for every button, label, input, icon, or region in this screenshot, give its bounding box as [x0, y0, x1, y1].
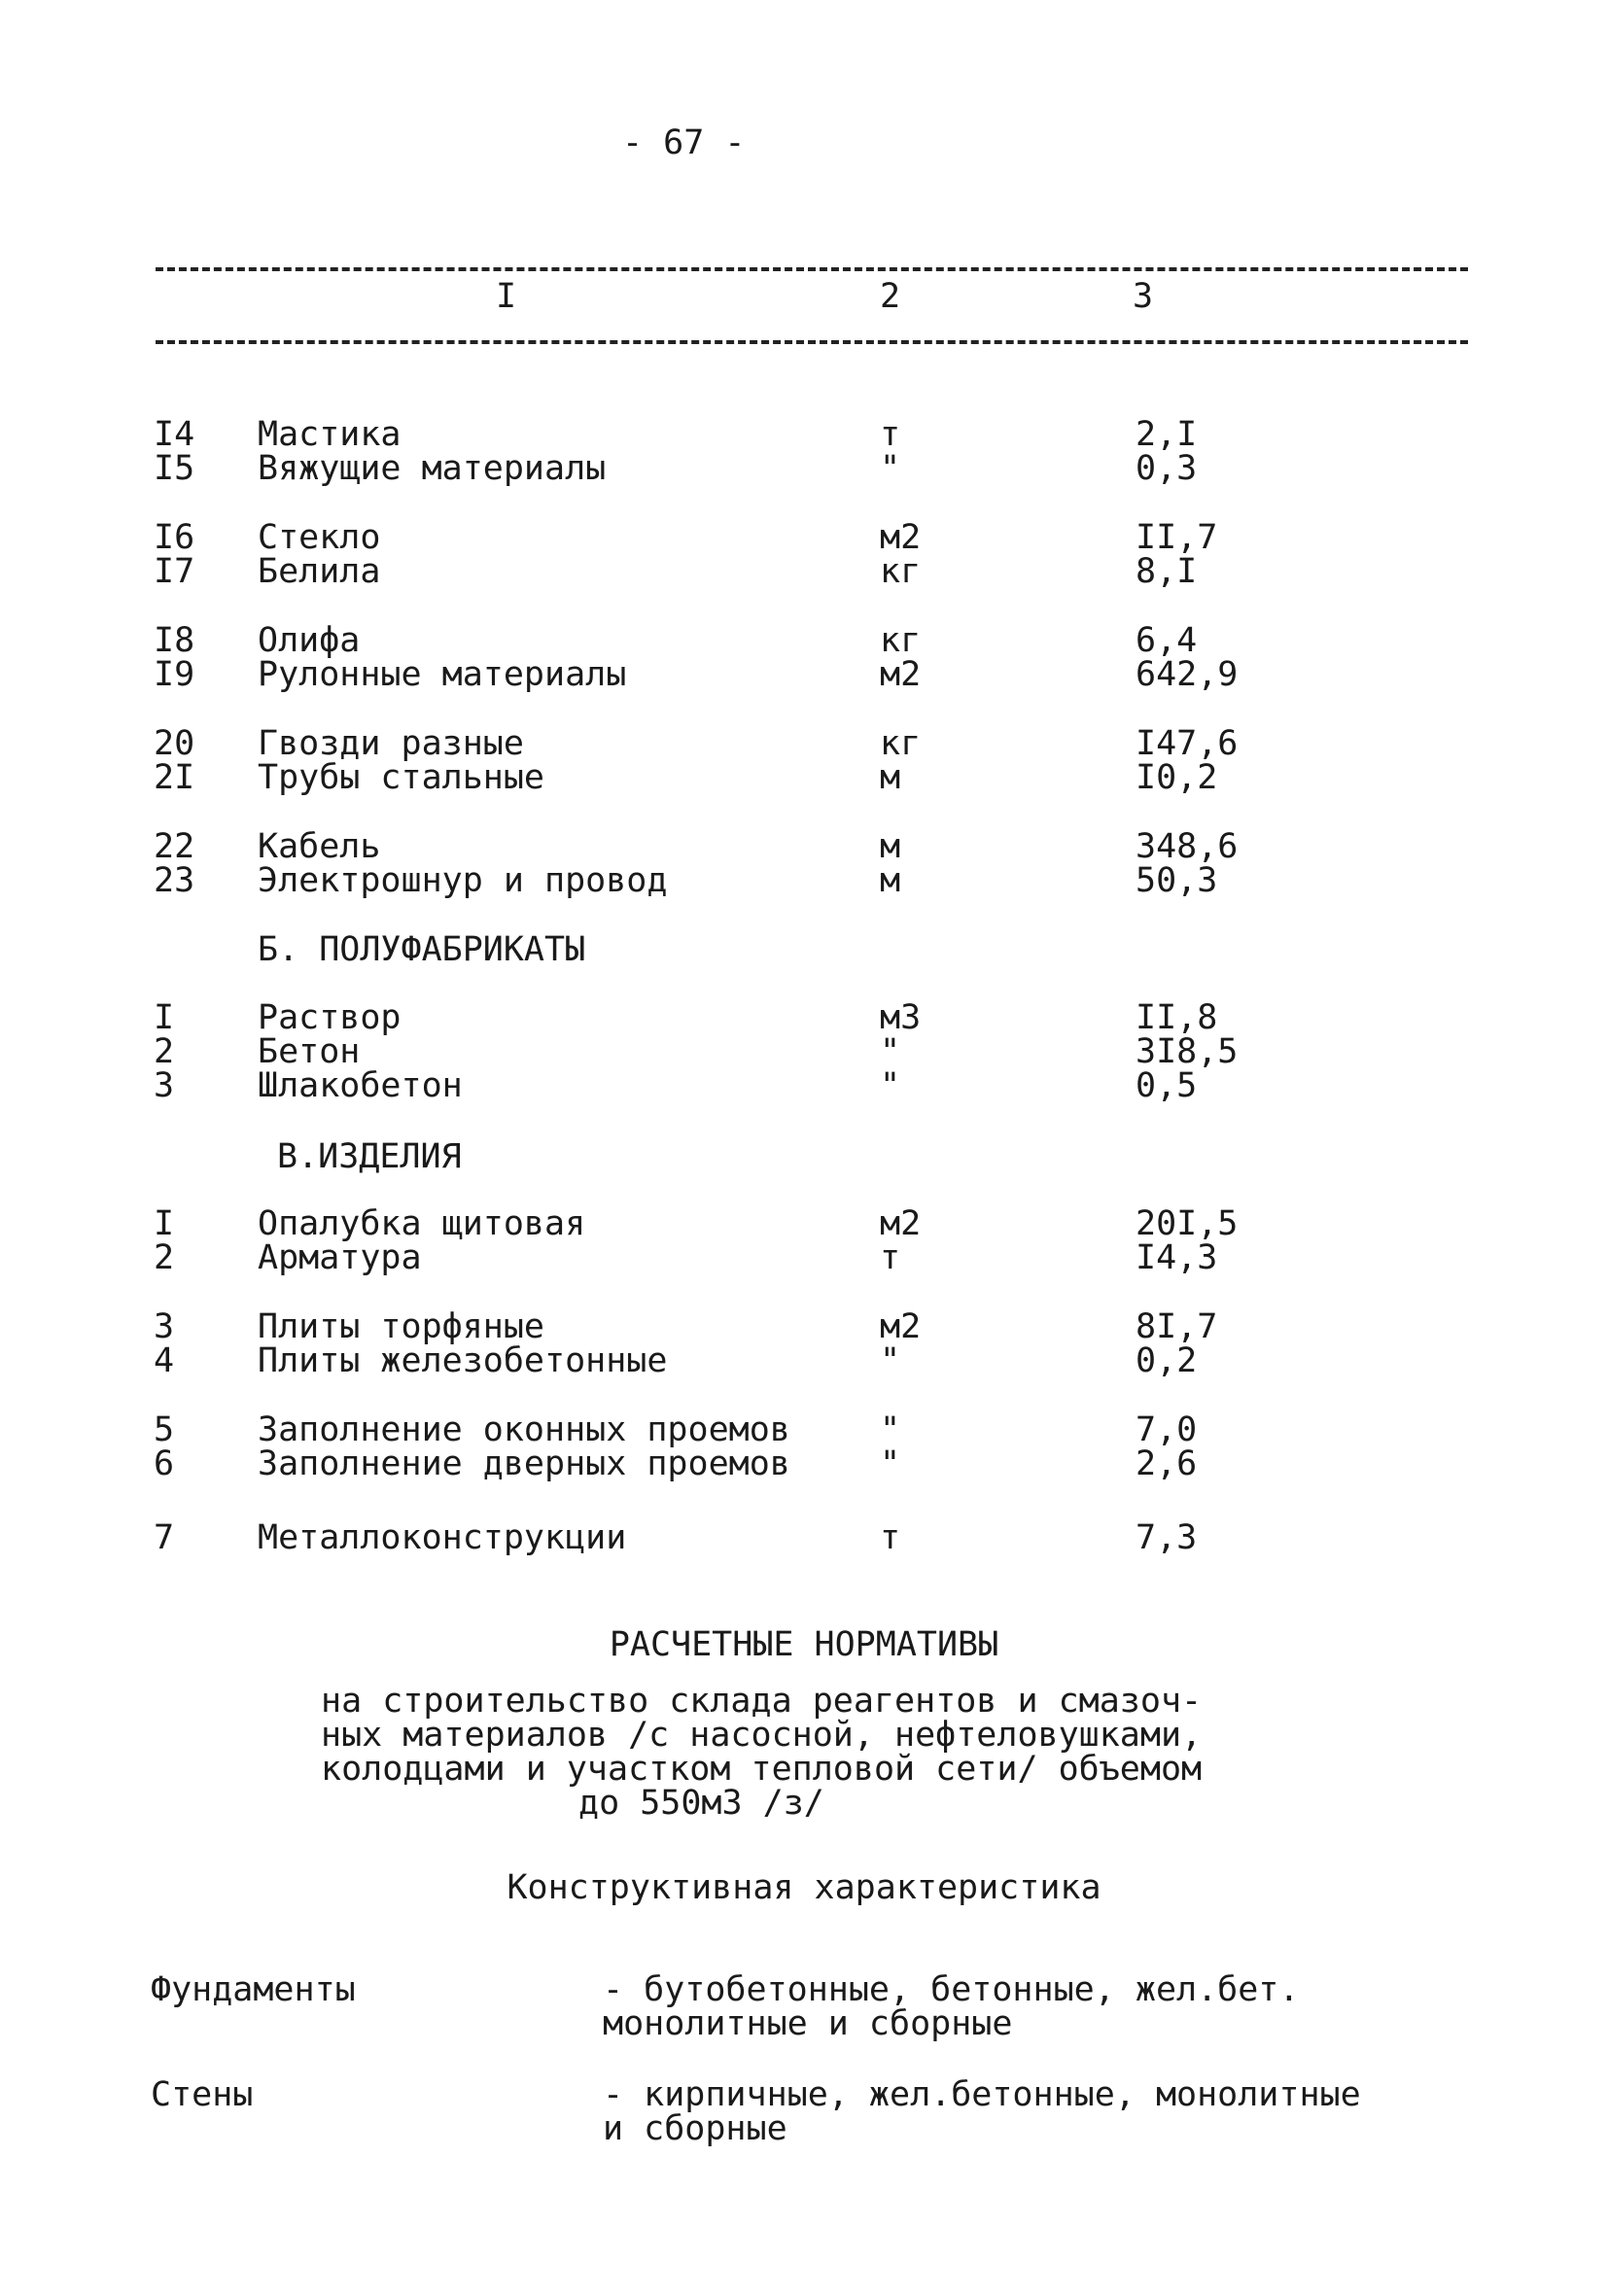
- column-header-2: 2: [880, 277, 901, 316]
- subtitle-line: до 550м3 /з/: [578, 1784, 824, 1823]
- document-title: РАСЧЕТНЫЕ НОРМАТИВЫ: [609, 1625, 999, 1664]
- table-row: [0, 415, 1608, 454]
- table-row: [0, 621, 1608, 660]
- row-value: 2,I: [1136, 415, 1198, 454]
- column-header-1: I: [496, 277, 517, 316]
- row-number: I5: [154, 449, 195, 488]
- row-value: 0,2: [1136, 1341, 1198, 1380]
- row-unit: м2: [880, 1204, 922, 1243]
- section-heading-v: В.ИЗДЕЛИЯ: [277, 1137, 462, 1176]
- row-value: 348,6: [1136, 827, 1239, 866]
- row-value: 7,3: [1136, 1518, 1198, 1557]
- subtitle-line: колодцами и участком тепловой сети/ объемом: [321, 1750, 1203, 1789]
- table-row: [0, 998, 1608, 1037]
- row-unit: кг: [880, 724, 922, 763]
- table-row: [0, 861, 1608, 900]
- row-name: Мастика: [258, 415, 402, 454]
- row-name: Трубы стальные: [258, 758, 545, 797]
- table-row: [0, 552, 1608, 591]
- table-row: [0, 518, 1608, 557]
- row-number: I7: [154, 552, 195, 591]
- row-name: Шлакобетон: [258, 1066, 463, 1105]
- row-value: 7,0: [1136, 1410, 1198, 1449]
- row-number: 7: [154, 1518, 175, 1557]
- row-value: I47,6: [1136, 724, 1239, 763]
- row-number: 5: [154, 1410, 175, 1449]
- row-name: Кабель: [258, 827, 381, 866]
- row-unit: кг: [880, 621, 922, 660]
- table-rule-bottom: [156, 340, 1468, 344]
- row-name: Олифа: [258, 621, 361, 660]
- table-row: [0, 449, 1608, 488]
- row-name: Металлоконструкции: [258, 1518, 627, 1557]
- row-number: I4: [154, 415, 195, 454]
- row-value: 8I,7: [1136, 1307, 1218, 1346]
- row-number: 2: [154, 1032, 175, 1071]
- construct-kind: Фундаменты: [151, 1970, 356, 2009]
- row-value: 6,4: [1136, 621, 1198, 660]
- row-number: I: [154, 998, 175, 1037]
- table-row: [0, 1204, 1608, 1243]
- table-row: [0, 827, 1608, 866]
- row-name: Плиты железобетонные: [258, 1341, 668, 1380]
- table-row: [0, 1066, 1608, 1105]
- row-unit: т: [880, 1518, 901, 1557]
- row-value: II,7: [1136, 518, 1218, 557]
- table-row: [0, 655, 1608, 694]
- row-unit: ": [880, 449, 901, 488]
- construct-kind: Стены: [151, 2075, 254, 2114]
- row-value: 20I,5: [1136, 1204, 1239, 1243]
- row-number: 22: [154, 827, 195, 866]
- table-row: [0, 1341, 1608, 1380]
- row-unit: м2: [880, 1307, 922, 1346]
- row-value: I0,2: [1136, 758, 1218, 797]
- row-value: 2,6: [1136, 1444, 1198, 1483]
- row-name: Бетон: [258, 1032, 361, 1071]
- row-unit: ": [880, 1410, 901, 1449]
- row-number: I9: [154, 655, 195, 694]
- construct-desc: - бутобетонные, бетонные, жел.бет.: [603, 1970, 1300, 2009]
- section-heading-b: Б. ПОЛУФАБРИКАТЫ: [258, 930, 586, 969]
- row-number: I8: [154, 621, 195, 660]
- row-unit: м2: [880, 655, 922, 694]
- row-value: 50,3: [1136, 861, 1218, 900]
- row-name: Опалубка щитовая: [258, 1204, 586, 1243]
- row-value: 0,3: [1136, 449, 1198, 488]
- table-row: [0, 758, 1608, 797]
- row-number: I: [154, 1204, 175, 1243]
- construct-desc: - кирпичные, жел.бетонные, монолитные: [603, 2075, 1361, 2114]
- row-unit: м3: [880, 998, 922, 1037]
- row-number: 3: [154, 1066, 175, 1105]
- row-number: 6: [154, 1444, 175, 1483]
- row-number: I6: [154, 518, 195, 557]
- column-header-3: 3: [1133, 277, 1154, 316]
- row-number: 2I: [154, 758, 195, 797]
- row-number: 2: [154, 1238, 175, 1277]
- row-value: I4,3: [1136, 1238, 1218, 1277]
- table-row: [0, 1518, 1608, 1557]
- row-unit: ": [880, 1066, 901, 1105]
- row-name: Стекло: [258, 518, 381, 557]
- construct-desc: монолитные и сборные: [603, 2004, 1013, 2043]
- table-row: [0, 1238, 1608, 1277]
- construct-title: Конструктивная характеристика: [507, 1868, 1101, 1907]
- row-unit: т: [880, 415, 901, 454]
- table-row: [0, 1444, 1608, 1483]
- row-number: 23: [154, 861, 195, 900]
- row-name: Гвозди разные: [258, 724, 524, 763]
- subtitle-line: на строительство склада реагентов и смазоч-: [321, 1682, 1203, 1721]
- subtitle-line: ных материалов /с насосной, нефтеловушками,: [321, 1716, 1203, 1755]
- row-unit: м: [880, 758, 901, 797]
- row-name: Белила: [258, 552, 381, 591]
- row-name: Арматура: [258, 1238, 422, 1277]
- row-value: 3I8,5: [1136, 1032, 1239, 1071]
- row-name: Электрошнур и провод: [258, 861, 668, 900]
- row-number: 4: [154, 1341, 175, 1380]
- row-unit: ": [880, 1444, 901, 1483]
- row-number: 20: [154, 724, 195, 763]
- table-row: [0, 1410, 1608, 1449]
- table-row: [0, 724, 1608, 763]
- row-unit: м2: [880, 518, 922, 557]
- row-name: Плиты торфяные: [258, 1307, 545, 1346]
- row-unit: ": [880, 1032, 901, 1071]
- page-number: - 67 -: [622, 123, 746, 162]
- row-value: 0,5: [1136, 1066, 1198, 1105]
- row-unit: т: [880, 1238, 901, 1277]
- row-value: II,8: [1136, 998, 1218, 1037]
- row-value: 8,I: [1136, 552, 1198, 591]
- row-name: Рулонные материалы: [258, 655, 627, 694]
- row-number: 3: [154, 1307, 175, 1346]
- row-value: 642,9: [1136, 655, 1239, 694]
- table-row: [0, 1307, 1608, 1346]
- row-name: Вяжущие материалы: [258, 449, 607, 488]
- row-name: Заполнение оконных проемов: [258, 1410, 790, 1449]
- row-name: Раствор: [258, 998, 402, 1037]
- row-unit: м: [880, 827, 901, 866]
- row-unit: ": [880, 1341, 901, 1380]
- table-row: [0, 1032, 1608, 1071]
- table-rule-top: [156, 267, 1468, 271]
- row-unit: м: [880, 861, 901, 900]
- row-unit: кг: [880, 552, 922, 591]
- construct-desc: и сборные: [603, 2109, 787, 2148]
- row-name: Заполнение дверных проемов: [258, 1444, 790, 1483]
